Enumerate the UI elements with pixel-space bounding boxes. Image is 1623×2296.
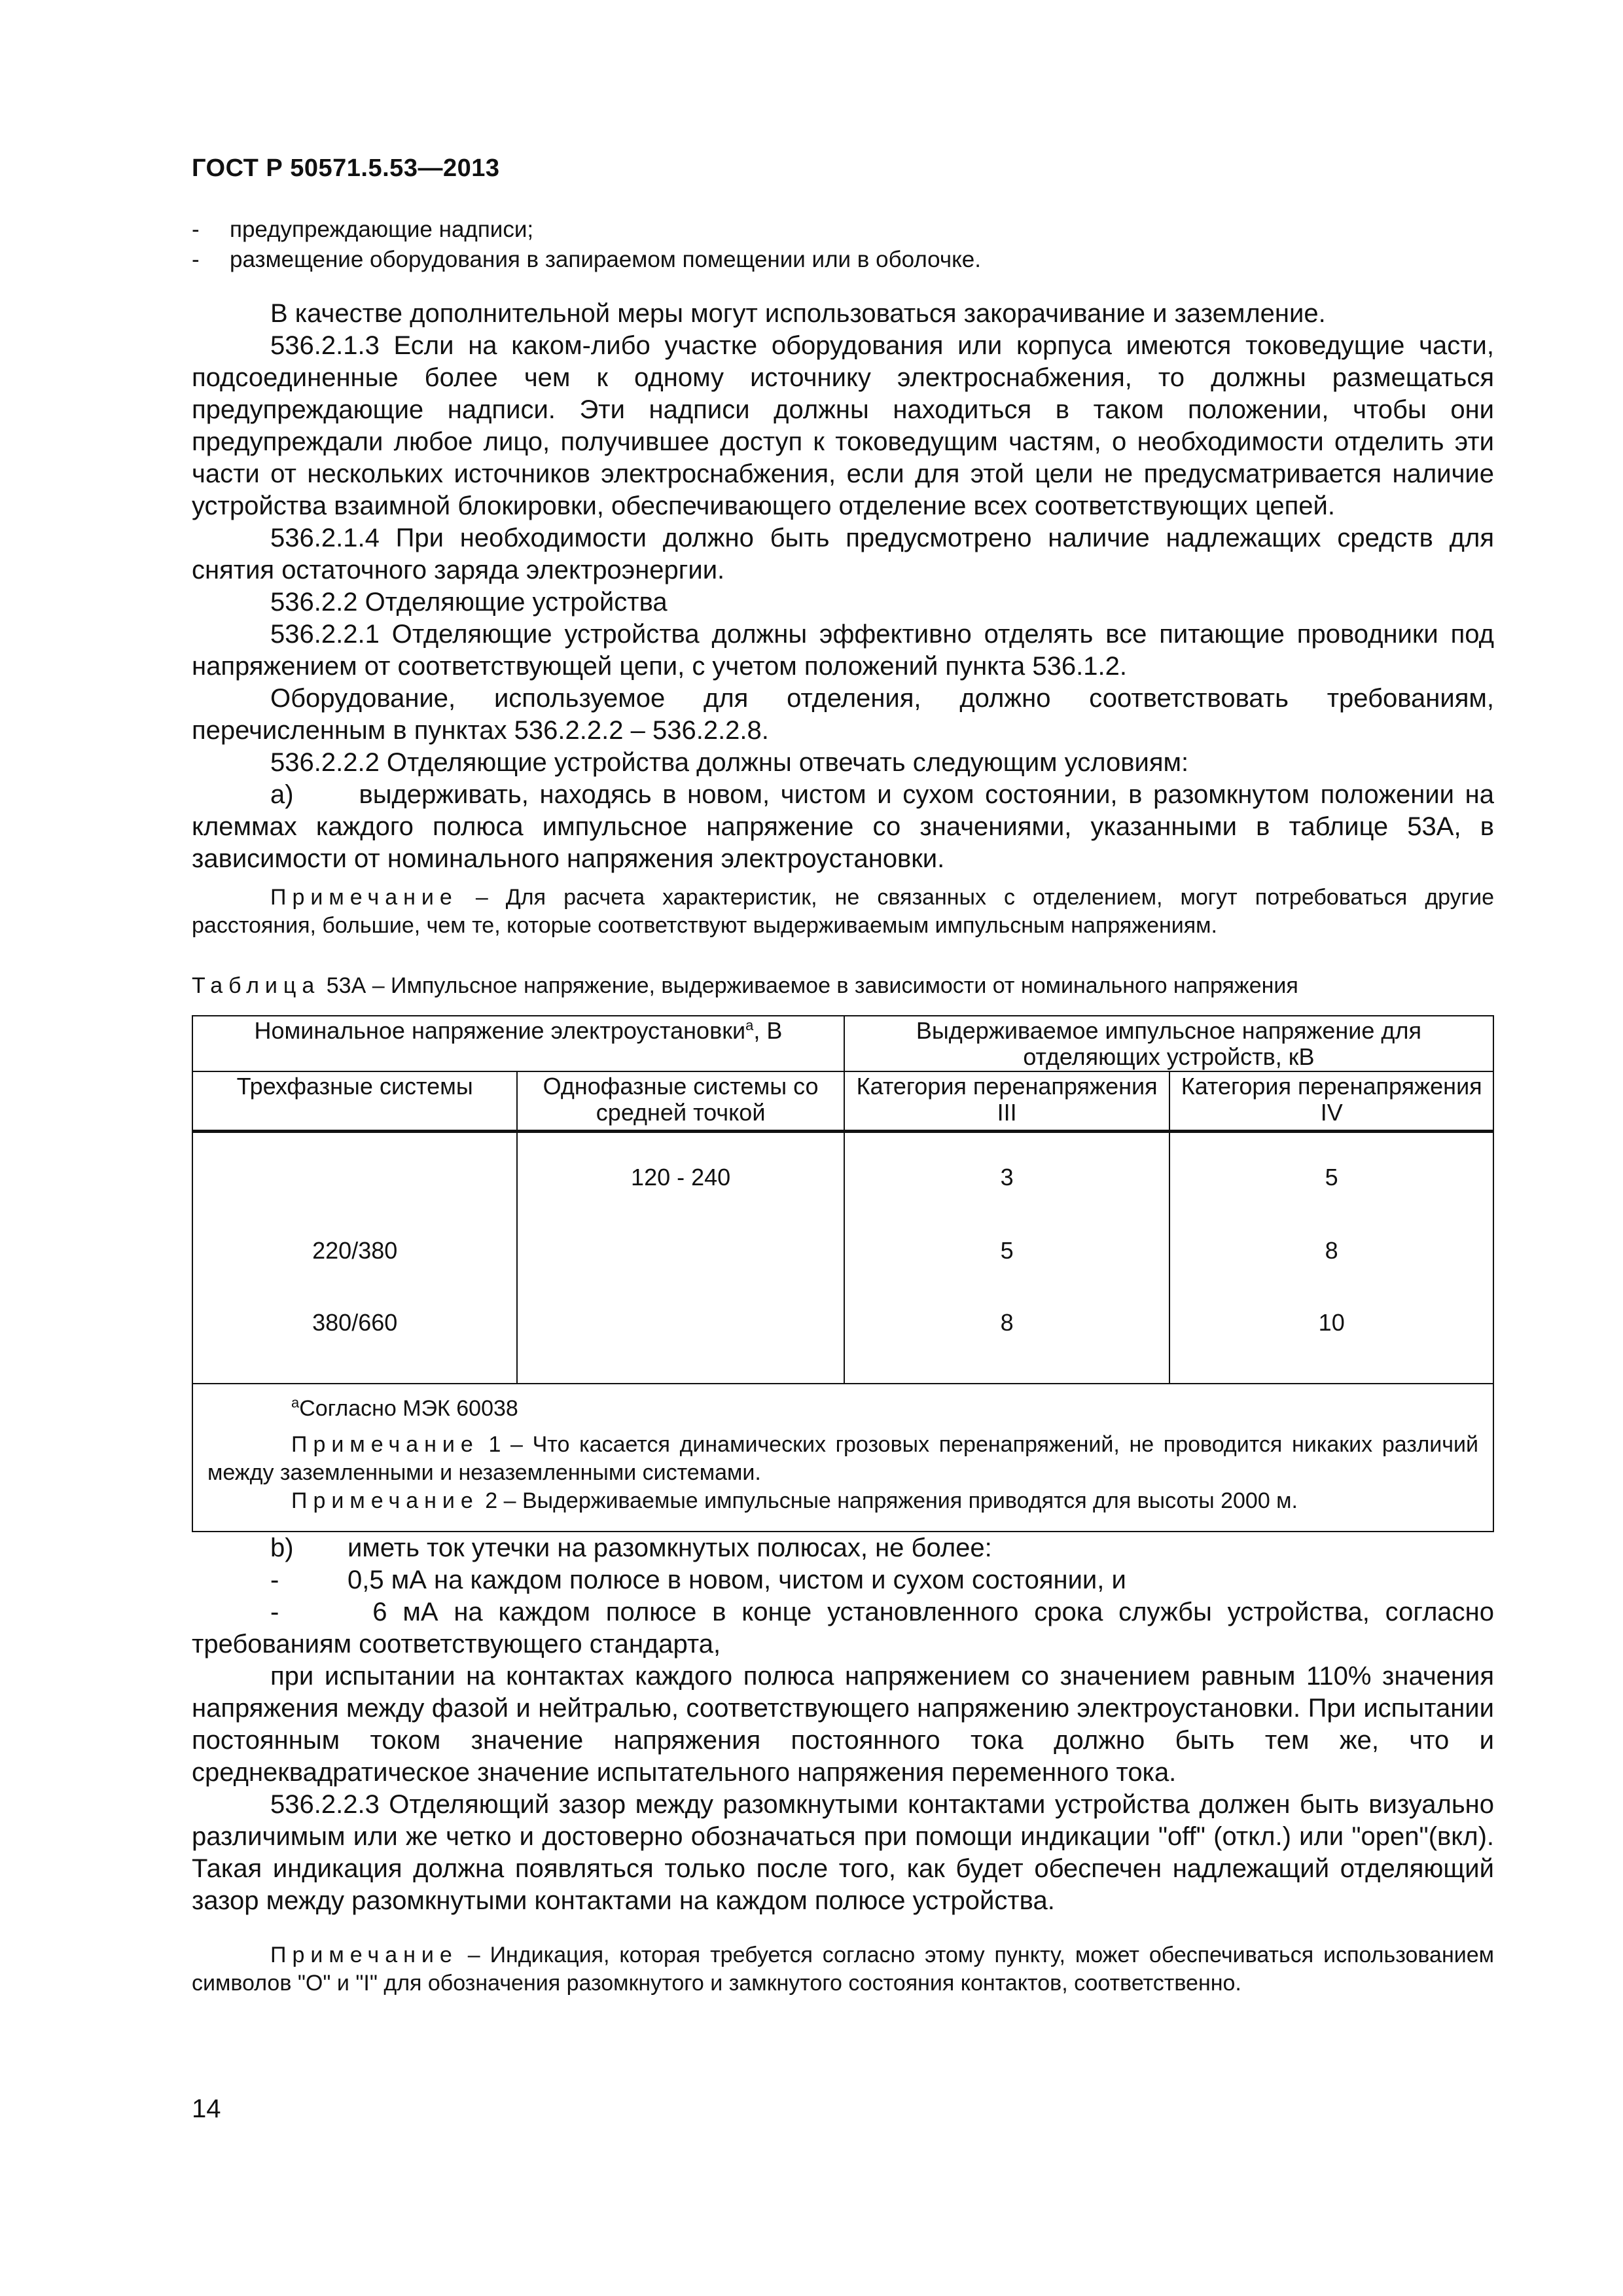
paragraph-536-2-1-3: 536.2.1.3 Если на каком-либо участке оборудования или корпуса имеются токоведущие части, подсоединенные более чем к одному источнику электроснабжения, то должны размещаться предупреждающие надписи. Эти надписи должны находиться в таком положении, чтобы они предупреждали любое лицо, получившее доступ к токоведущим частям, о необходимости отделить эти части от нескольких источников электроснабжения, если для этой цели не предусматривается наличие устройства взаимной блокировки, обеспечивающего отделение всех соответствующих цепей. (192, 331, 1494, 520)
section-heading-536-2-2: 536.2.2 Отделяющие устройства (270, 588, 668, 617)
paragraph-536-2-2-3: 536.2.2.3 Отделяющий зазор между разомкнутыми контактами устройства должен быть визуально различимым или же четко и достоверно обозначаться при помощи индикации "off" (откл.) или "open"(вкл). Такая индикация должна появляться только после того, как будет обеспечен надлежащий отделяющий зазор между разомкнутыми контактами на каждом полюсе устройства. (192, 1790, 1495, 1915)
table-caption: Таблица 53А – Импульсное напряжение, выдерживаемое в зависимости от номинального напряжения (192, 973, 1298, 998)
table-note-2: Примечание 2 – Выдерживаемые импульсные напряжения приводятся для высоты 2000 м. (291, 1488, 1298, 1513)
note (192, 1941, 1494, 1998)
warning-list (192, 215, 1494, 275)
list-item: - размещение оборудования в запираемом помещении или в оболочке. (192, 247, 981, 272)
note-label: Примечание (270, 885, 458, 910)
list-item: - предупреждающие надписи; (192, 217, 534, 242)
main-text-top (192, 298, 1502, 875)
note-text: – Для расчета характеристик, не связанных с отделением, могут потребоваться другие расстояния, большие, чем те, которые соответствуют выдерживаемым импульсным напряжениям. (192, 885, 1494, 938)
table-row: 380/660 8 10 (192, 1300, 1493, 1384)
table-row: 220/380 5 8 (192, 1229, 1493, 1300)
paragraph-536-2-2-1: 536.2.2.1 Отделяющие устройства должны эффективно отделять все питающие проводники под напряжением от соответствующей цепи, с учетом положений пункта 536.1.2. (192, 620, 1494, 681)
table-note-1: Примечание 1 – Что касается динамических грозовых перенапряжений, не проводится никаких различий между заземленными и незаземленными системами. (207, 1432, 1478, 1485)
table-header-cell: Однофазные системы со средней точкой (517, 1071, 844, 1132)
paragraph-536-2-1-4: 536.2.1.4 При необходимости должно быть предусмотрено наличие надлежащих средств для снятия остаточного заряда электроэнергии. (192, 524, 1494, 584)
note-text: – Индикация, которая требуется согласно этому пункту, может обеспечиваться использованием символов "О" и "I" для обозначения разомкнутого и замкнутого состояния контактов, соответственно. (192, 1943, 1494, 1996)
list-item: - 6 мА на каждом полюсе в конце установленного срока службы устройства, согласно требованиям соответствующего стандарта, (192, 1598, 1494, 1659)
table-row: 120 - 240 3 5 (192, 1132, 1493, 1229)
document-header: ГОСТ Р 50571.5.53—2013 (192, 154, 500, 182)
table-header-withstand-voltage: Выдерживаемое импульсное напряжение для отделяющих устройств, кВ (844, 1016, 1493, 1071)
table-header-cell: Категория перенапряжения IV (1169, 1071, 1493, 1132)
paragraph-item-a: а) выдерживать, находясь в новом, чистом и сухом состоянии, в разомкнутом положении на клеммах каждого полюса импульсное напряжение со значениями, указанными в таблице 53А, в зависимости от номинального напряжения электроустановки. (192, 780, 1502, 873)
page-number: 14 (192, 2094, 221, 2123)
table-header-nominal-voltage: Номинальное напряжение электроустановки$^а$, В (192, 1016, 844, 1071)
table-header-cell: Трехфазные системы (192, 1071, 517, 1132)
paragraph: Оборудование, используемое для отделения, должно соответствовать требованиям, перечисленным в пунктах 536.2.2.2 – 536.2.2.8. (192, 684, 1494, 745)
paragraph: при испытании на контактах каждого полюса напряжением со значением равным 110% значения напряжения между фазой и нейтралью, соответствующего напряжению электроустановки. При испытании постоянным током значение напряжения постоянного тока должно быть тем же, что и среднеквадратическое значение испытательного напряжения переменного тока. (192, 1662, 1494, 1787)
table-header-cell: Категория перенапряжения III (844, 1071, 1170, 1132)
list-item: - 0,5 мА на каждом полюсе в новом, чистом и сухом состоянии, и (270, 1566, 1126, 1594)
table-notes (192, 1384, 1493, 1532)
note (192, 884, 1494, 940)
main-text-bottom (192, 1532, 1494, 1917)
table-footnote: $^а$Согласно МЭК 60038 (291, 1394, 518, 1421)
paragraph-item-b: b) иметь ток утечки на разомкнутых полюсах, не более: (270, 1534, 992, 1562)
note-label: Примечание (270, 1943, 458, 1967)
paragraph-536-2-2-2: 536.2.2.2 Отделяющие устройства должны отвечать следующим условиям: (270, 748, 1189, 777)
paragraph: В качестве дополнительной меры могут использоваться закорачивание и заземление. (270, 299, 1326, 328)
table-53a (192, 1015, 1494, 1532)
